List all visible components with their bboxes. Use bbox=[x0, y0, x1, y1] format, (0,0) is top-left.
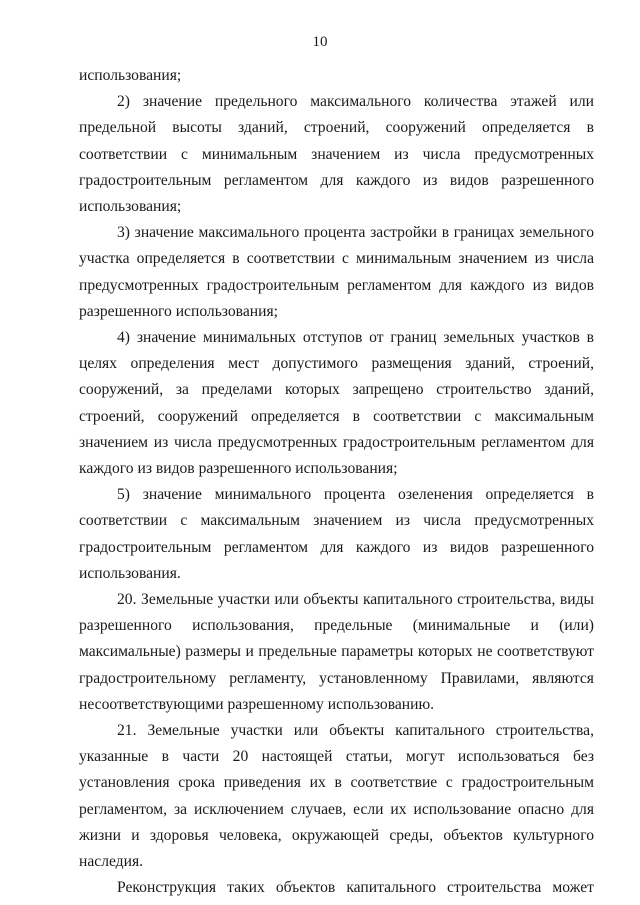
paragraph-continuation: использования; bbox=[79, 67, 182, 84]
document-body bbox=[79, 63, 594, 902]
paragraph-section-21: 21. Земельные участки или объекты капитального строительства, указанные в части 20 настоящей статьи, могут использоваться без установления срока приведения их в соответствие с градостроительным регламентом, за исключением случаев, если их использование опасно для жизни и здоровья человека, окружающей среды, объектов культурного наследия. bbox=[79, 722, 594, 871]
paragraph-section-20: 20. Земельные участки или объекты капитального строительства, виды разрешенного использования, предельные (минимальные и (или) максимальные) размеры и предельные параметры которых не соответствуют градостроительному регламенту, установленному Правилами, являются несоответствующими разрешенному использованию. bbox=[79, 591, 594, 713]
paragraph-reconstruction: Реконструкция таких объектов капитального строительства может bbox=[117, 879, 594, 897]
paragraph-item-4: 4) значение минимальных отступов от границ земельных участков в целях определения мест допустимого размещения зданий, строений, сооружений, за пределами которых запрещено строительство зданий, строений, сооружений определяется в соответствии с максимальным значением из числа предусмотренных градостроительным регламентом для каждого из видов разрешенного использования; bbox=[79, 329, 594, 478]
paragraph-item-3: 3) значение максимального процента застройки в границах земельного участка определяется в соответствии с минимальным значением из числа предусмотренных градостроительным регламентом для каждого из видов разрешенного использования; bbox=[79, 224, 594, 320]
paragraph-item-5: 5) значение минимального процента озеленения определяется в соответствии с максимальным значением из числа предусмотренных градостроительным регламентом для каждого из видов разрешенного использования. bbox=[79, 486, 594, 582]
page-number: 10 bbox=[312, 34, 328, 50]
paragraph-item-2: 2) значение предельного максимального количества этажей или предельной высоты зданий, строений, сооружений определяется в соответствии с минимальным значением из числа предусмотренных градостроительным регламентом для каждого из видов разрешенного использования; bbox=[79, 93, 594, 216]
